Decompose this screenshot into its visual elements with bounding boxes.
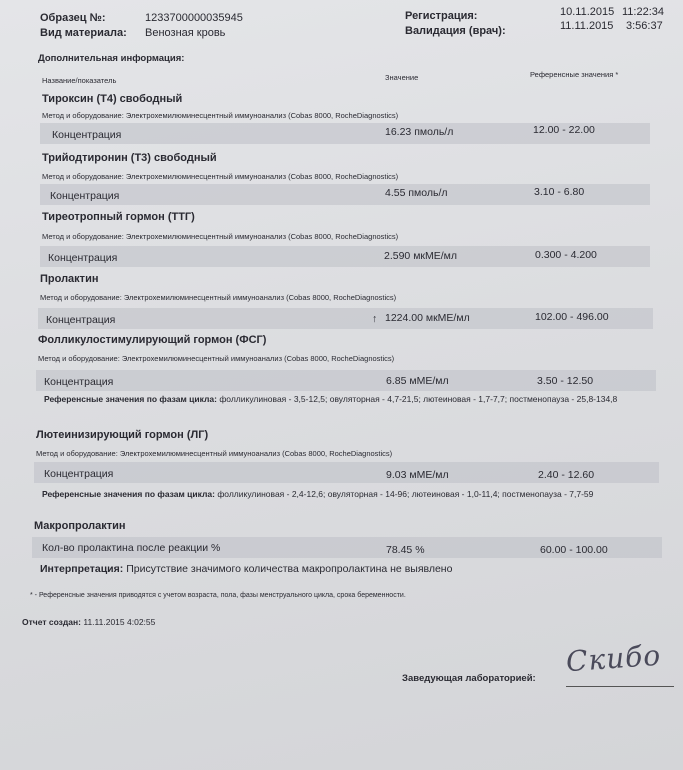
high-flag-icon: ↑	[372, 313, 378, 325]
test-title-prolactin: Пролактин	[40, 273, 99, 285]
report-created	[22, 617, 155, 627]
test-method: Метод и оборудование: Электрохемилюминесцентный иммуноанализ (Cobas 8000, RocheDiagnostics)	[42, 172, 399, 181]
test-method: Метод и оборудование: Электрохемилюминесцентный иммуноанализ (Cobas 8000, RocheDiagnostics)	[40, 293, 397, 302]
test-value: 1224.00 мкМЕ/мл	[385, 312, 470, 324]
registration-date: 10.11.2015	[560, 6, 615, 18]
test-method: Метод и оборудование: Электрохемилюминесцентный иммуноанализ (Cobas 8000, RocheDiagnostics)	[42, 232, 399, 241]
sample-label: Образец №:	[40, 12, 106, 24]
validation-time: 3:56:37	[626, 20, 663, 32]
validation-label: Валидация (врач):	[405, 25, 506, 37]
test-param: Концентрация	[52, 129, 122, 141]
test-ref: 12.00 - 22.00	[533, 124, 595, 136]
test-param: Концентрация	[44, 468, 114, 480]
test-title-t3: Трийодтиронин (Т3) свободный	[42, 152, 217, 164]
test-title-t4: Тироксин (Т4) свободный	[42, 93, 183, 105]
registration-time: 11:22:34	[622, 6, 665, 18]
test-value: 16.23 пмоль/л	[385, 126, 454, 138]
test-param: Концентрация	[50, 190, 120, 202]
column-name-header: Название/показатель	[42, 76, 117, 85]
test-value: 4.55 пмоль/л	[385, 187, 448, 199]
test-param: Концентрация	[48, 252, 118, 264]
head-of-lab-label: Заведующая лабораторией:	[402, 673, 536, 684]
material-label: Вид материала:	[40, 27, 127, 39]
column-ref-header: Референсные значения *	[530, 70, 619, 79]
test-ref: 102.00 - 496.00	[535, 311, 609, 323]
test-ref: 0.300 - 4.200	[535, 249, 597, 261]
report-created-time: 4:02:55	[127, 617, 156, 627]
sample-number: 1233700000035945	[145, 12, 243, 24]
test-value: 6.85 мМЕ/мл	[386, 375, 449, 387]
registration-label: Регистрация:	[405, 10, 478, 22]
interpretation-label: Интерпретация:	[40, 563, 124, 575]
signature-line	[566, 686, 674, 687]
phase-note-label: Референсные значения по фазам цикла:	[42, 489, 215, 499]
phase-note-text: фолликулиновая - 2,4-12,6; овуляторная - 14-96; лютеиновая - 1,0-11,4; постменопауза - 7,7-59	[217, 489, 594, 499]
test-title-tsh: Тиреотропный гормон (ТТГ)	[42, 211, 195, 223]
test-ref: 2.40 - 12.60	[538, 469, 595, 481]
test-title-lh: Лютеинизирующий гормон (ЛГ)	[36, 429, 209, 441]
phase-note-text: фолликулиновая - 3,5-12,5; овуляторная - 4,7-21,5; лютеиновая - 1,7-7,7; постменопауза - 25,8-134,8	[219, 394, 618, 404]
phase-note-label: Референсные значения по фазам цикла:	[44, 394, 217, 404]
material-value: Венозная кровь	[145, 27, 226, 39]
additional-info-heading: Дополнительная информация:	[38, 53, 185, 64]
footnote: * - Референсные значения приводятся с учетом возраста, пола, фазы менструального цикла, срока беременности.	[30, 592, 406, 599]
test-ref: 3.50 - 12.50	[537, 375, 594, 387]
interpretation-text: Присутствие значимого количества макропролактина не выявлено	[126, 563, 453, 575]
test-ref: 3.10 - 6.80	[534, 186, 585, 198]
validation-date: 11.11.2015	[560, 20, 614, 32]
signature: Скибо	[564, 638, 663, 679]
test-title-macroprolactin: Макропролактин	[34, 520, 126, 532]
test-method: Метод и оборудование: Электрохемилюминесцентный иммуноанализ (Cobas 8000, RocheDiagnostics)	[36, 449, 393, 458]
test-title-fsh: Фолликулостимулирующий гормон (ФСГ)	[38, 334, 267, 346]
report-created-label: Отчет создан:	[22, 617, 81, 627]
test-value: 2.590 мкМЕ/мл	[384, 250, 458, 262]
test-value: 78.45 %	[386, 544, 425, 556]
phase-reference-note	[42, 488, 652, 501]
test-param: Концентрация	[46, 314, 116, 326]
test-method: Метод и оборудование: Электрохемилюминесцентный иммуноанализ (Cobas 8000, RocheDiagnostics)	[38, 354, 395, 363]
report-created-date: 11.11.2015	[83, 617, 125, 627]
test-value: 9.03 мМЕ/мл	[386, 469, 449, 481]
test-param: Концентрация	[44, 376, 114, 388]
phase-reference-note	[44, 393, 644, 405]
test-method: Метод и оборудование: Электрохемилюминесцентный иммуноанализ (Cobas 8000, RocheDiagnostics)	[42, 111, 399, 120]
test-param: Кол-во пролактина после реакции %	[42, 542, 221, 554]
interpretation	[40, 563, 452, 575]
test-ref: 60.00 - 100.00	[540, 544, 608, 556]
column-value-header: Значение	[385, 73, 419, 82]
